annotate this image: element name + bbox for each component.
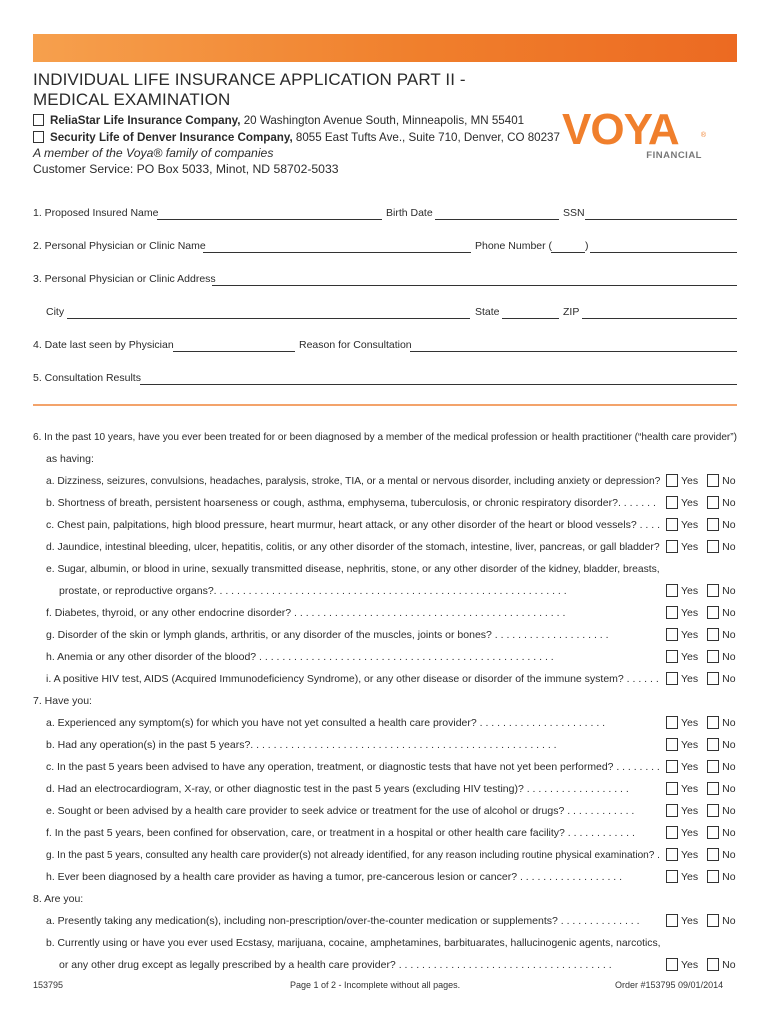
q4-label: 4. Date last seen by Physician [33, 339, 174, 351]
birth-date-input[interactable] [435, 219, 559, 220]
q7c-answer [666, 760, 745, 774]
q7c-yes-checkbox[interactable] [666, 760, 678, 773]
no-label: No [722, 541, 736, 553]
q7a-answer [666, 716, 745, 730]
yes-label: Yes [681, 739, 699, 751]
yes-label: Yes [681, 783, 699, 795]
q6e-text-cont: prostate, or reproductive organs?. . . . . . . . . . . . . . . . . . . . . . . . . . . . . . . . . . . . . . . . . . . . . . . . . . . . . . . . . . . . . [59, 585, 567, 597]
title-line-1: INDIVIDUAL LIFE INSURANCE APPLICATION PART II - [33, 70, 466, 89]
q7g-answer [666, 848, 745, 862]
q6i-text: i. A positive HIV test, AIDS (Acquired Immunodeficiency Syndrome), or any other disease or disorder of the immune system? . . . . . . [46, 673, 659, 685]
city-input[interactable] [67, 318, 470, 319]
q8a-text: a. Presently taking any medication(s), including non-prescription/over-the-counter medication or supplements? . . . . . . . . . . . . . . [46, 915, 640, 927]
q7c-text: c. In the past 5 years been advised to have any operation, treatment, or diagnostic tests that have not yet been performed? . . . . . . . . [46, 761, 660, 773]
no-label: No [722, 651, 736, 663]
q7a-text: a. Experienced any symptom(s) for which you have not yet consulted a health care provider? . . . . . . . . . . . . . . . . . . . . . . [46, 717, 606, 729]
no-label: No [722, 871, 736, 883]
no-label: No [722, 585, 736, 597]
state-input[interactable] [502, 318, 559, 319]
yes-label: Yes [681, 585, 699, 597]
no-label: No [722, 475, 736, 487]
q7d-no-checkbox[interactable] [707, 782, 719, 795]
insured-name-input[interactable] [157, 219, 382, 220]
no-label: No [722, 783, 736, 795]
logo-registered-mark: ® [700, 132, 706, 139]
physician-name-input[interactable] [203, 252, 471, 253]
q6e-text: e. Sugar, albumin, or blood in urine, sexually transmitted disease, nephritis, stone, or any other disorder of the kidney, bladder, breasts, [46, 563, 660, 575]
q8b-yes-checkbox[interactable] [666, 958, 678, 971]
zip-label: ZIP [563, 306, 580, 318]
q6f-yes-checkbox[interactable] [666, 606, 678, 619]
yes-label: Yes [681, 673, 699, 685]
zip-input[interactable] [582, 318, 737, 319]
yes-label: Yes [681, 497, 699, 509]
q7h-yes-checkbox[interactable] [666, 870, 678, 883]
q6f-text: f. Diabetes, thyroid, or any other endocrine disorder? . . . . . . . . . . . . . . . . . . . . . . . . . . . . . . . . . . . . . . . . . . . . . . . [46, 607, 566, 619]
q8b-text-cont: or any other drug except as legally prescribed by a health care provider? . . . . . . . . . . . . . . . . . . . . . . . . . . . . . . . . . . . . . [59, 959, 612, 971]
form-number: 153795 [33, 980, 64, 990]
q3-label: 3. Personal Physician or Clinic Address [33, 273, 216, 285]
q7g-yes-checkbox[interactable] [666, 848, 678, 861]
yes-label: Yes [681, 651, 699, 663]
no-label: No [722, 717, 736, 729]
no-label: No [722, 673, 736, 685]
q6h-answer [666, 650, 745, 664]
yes-label: Yes [681, 607, 699, 619]
state-label: State [475, 306, 500, 318]
q7f-answer [666, 826, 745, 840]
phone-area-code-input[interactable] [551, 252, 585, 253]
q7a-yes-checkbox[interactable] [666, 716, 678, 729]
company2-name: Security Life of Denver Insurance Company, [50, 131, 293, 144]
q6e-answer [666, 584, 745, 598]
q6g-text: g. Disorder of the skin or lymph glands, arthritis, or any disorder of the muscles, joints or bones? . . . . . . . . . . . . . . . . . . . . [46, 629, 609, 641]
physician-address-input[interactable] [212, 285, 737, 286]
logo-wordmark: VOYA [562, 105, 679, 154]
customer-service: Customer Service: PO Box 5033, Minot, ND 58702-5033 [33, 162, 339, 176]
security-life-checkbox[interactable] [33, 131, 44, 143]
page-info: Page 1 of 2 - Incomplete without all pages. [290, 980, 461, 990]
q7g-text: g. In the past 5 years, consulted any health care provider(s) not already identified, for any reason including routine physical examination? . [46, 849, 660, 861]
q6b-no-checkbox[interactable] [707, 496, 719, 509]
yes-label: Yes [681, 805, 699, 817]
q7f-no-checkbox[interactable] [707, 826, 719, 839]
q6a-text: a. Dizziness, seizures, convulsions, headaches, paralysis, stroke, TIA, or a mental or nervous disorder, including anxiety or depression? [46, 475, 661, 487]
q7-heading: 7. Have you: [33, 695, 92, 707]
q7e-no-checkbox[interactable] [707, 804, 719, 817]
q7g-no-checkbox[interactable] [707, 848, 719, 861]
q6c-answer [666, 518, 745, 532]
q6-heading: 6. In the past 10 years, have you ever been treated for or been diagnosed by a member of the medical profession or health practitioner (“health care provider”) [33, 431, 737, 443]
no-label: No [722, 629, 736, 641]
company1-name: ReliaStar Life Insurance Company, [50, 114, 241, 127]
yes-label: Yes [681, 519, 699, 531]
no-label: No [722, 497, 736, 509]
birth-date-label: Birth Date [386, 207, 433, 219]
q6c-yes-checkbox[interactable] [666, 518, 678, 531]
q6d-text: d. Jaundice, intestinal bleeding, ulcer, hepatitis, colitis, or any other disorder of the stomach, intestine, liver, pancreas, or gall bladder? [46, 541, 660, 553]
q6d-yes-checkbox[interactable] [666, 540, 678, 553]
yes-label: Yes [681, 717, 699, 729]
q7b-yes-checkbox[interactable] [666, 738, 678, 751]
q6-heading-cont: as having: [46, 453, 94, 465]
no-label: No [722, 519, 736, 531]
q7a-no-checkbox[interactable] [707, 716, 719, 729]
yes-label: Yes [681, 761, 699, 773]
logo-subtitle: FINANCIAL [646, 150, 702, 161]
q7c-no-checkbox[interactable] [707, 760, 719, 773]
q6e-no-checkbox[interactable] [707, 584, 719, 597]
q1-label: 1. Proposed Insured Name [33, 207, 159, 219]
voya-logo [562, 105, 712, 164]
q8b-text: b. Currently using or have you ever used Ecstasy, marijuana, cocaine, amphetamines, barbituarates, hallucinogenic agents, narcotics, [46, 937, 661, 949]
q7h-text: h. Ever been diagnosed by a health care provider as having a tumor, pre-cancerous lesion or cancer? . . . . . . . . . . . . . . . . . . [46, 871, 623, 883]
q6g-answer [666, 628, 745, 642]
q8a-answer [666, 914, 745, 928]
reason-input[interactable] [410, 351, 737, 352]
header-banner [33, 34, 737, 62]
company-option-security-life [33, 130, 560, 145]
q5-label: 5. Consultation Results [33, 372, 141, 384]
phone-label: Phone Number ( [475, 240, 553, 252]
company2-address: 8055 East Tufts Ave., Suite 710, Denver, CO 80237 [292, 131, 560, 144]
q8-heading: 8. Are you: [33, 893, 84, 905]
q6h-yes-checkbox[interactable] [666, 650, 678, 663]
q8a-no-checkbox[interactable] [707, 914, 719, 927]
section-divider [33, 404, 737, 406]
q7d-yes-checkbox[interactable] [666, 782, 678, 795]
yes-label: Yes [681, 915, 699, 927]
q6b-answer [666, 496, 745, 510]
yes-label: Yes [681, 827, 699, 839]
q6g-no-checkbox[interactable] [707, 628, 719, 641]
q6h-text: h. Anemia or any other disorder of the blood? . . . . . . . . . . . . . . . . . . . . . . . . . . . . . . . . . . . . . . . . . . . . . . . . . . . [46, 651, 554, 663]
consultation-results-input[interactable] [140, 384, 737, 385]
phone-close-paren: ) [585, 240, 589, 252]
q6h-no-checkbox[interactable] [707, 650, 719, 663]
q6g-yes-checkbox[interactable] [666, 628, 678, 641]
q6f-answer [666, 606, 745, 620]
q7e-answer [666, 804, 745, 818]
date-last-seen-input[interactable] [173, 351, 295, 352]
q6d-answer [666, 540, 745, 554]
q7b-text: b. Had any operation(s) in the past 5 years?. . . . . . . . . . . . . . . . . . . . . . . . . . . . . . . . . . . . . . . . . . . . . . . . . . . . . [46, 739, 557, 751]
title-line-2: MEDICAL EXAMINATION [33, 90, 231, 109]
q7e-text: e. Sought or been advised by a health care provider to seek advice or treatment for the use of alcohol or drugs? . . . . . . . . . . . . [46, 805, 635, 817]
yes-label: Yes [681, 959, 699, 971]
q7e-yes-checkbox[interactable] [666, 804, 678, 817]
yes-label: Yes [681, 475, 699, 487]
yes-label: Yes [681, 849, 699, 861]
q2-label: 2. Personal Physician or Clinic Name [33, 240, 206, 252]
no-label: No [722, 607, 736, 619]
yes-label: Yes [681, 871, 699, 883]
order-number: Order #153795 09/01/2014 [615, 980, 724, 990]
q6b-yes-checkbox[interactable] [666, 496, 678, 509]
yes-label: Yes [681, 629, 699, 641]
q6i-no-checkbox[interactable] [707, 672, 719, 685]
no-label: No [722, 915, 736, 927]
q6i-yes-checkbox[interactable] [666, 672, 678, 685]
q6c-text: c. Chest pain, palpitations, high blood pressure, heart murmur, heart attack, or any other disorder of the heart or blood vessels? . . . . [46, 519, 660, 531]
reason-label: Reason for Consultation [299, 339, 412, 351]
q7f-yes-checkbox[interactable] [666, 826, 678, 839]
ssn-label: SSN [563, 207, 585, 219]
q6a-yes-checkbox[interactable] [666, 474, 678, 487]
phone-number-input[interactable] [590, 252, 737, 253]
company1-address: 20 Washington Avenue South, Minneapolis, MN 55401 [240, 114, 525, 127]
reliastar-checkbox[interactable] [33, 114, 44, 126]
q6i-answer [666, 672, 745, 686]
no-label: No [722, 761, 736, 773]
q6b-text: b. Shortness of breath, persistent hoarseness or cough, asthma, emphysema, tuberculosis, or chronic respiratory disorder?. . . . . . . [46, 497, 656, 509]
q7h-no-checkbox[interactable] [707, 870, 719, 883]
page-title [33, 70, 466, 110]
q6e-yes-checkbox[interactable] [666, 584, 678, 597]
no-label: No [722, 739, 736, 751]
no-label: No [722, 827, 736, 839]
q7h-answer [666, 870, 745, 884]
city-label: City [46, 306, 65, 318]
q7d-answer [666, 782, 745, 796]
q6c-no-checkbox[interactable] [707, 518, 719, 531]
ssn-input[interactable] [585, 219, 737, 220]
q8b-no-checkbox[interactable] [707, 958, 719, 971]
q7b-answer [666, 738, 745, 752]
tagline: A member of the Voya® family of companies [33, 146, 274, 160]
q6a-no-checkbox[interactable] [707, 474, 719, 487]
q7d-text: d. Had an electrocardiogram, X-ray, or other diagnostic test in the past 5 years (excluding HIV testing)? . . . . . . . . . . . . . . . . . . [46, 783, 629, 795]
q6a-answer [666, 474, 745, 488]
q6f-no-checkbox[interactable] [707, 606, 719, 619]
no-label: No [722, 959, 736, 971]
yes-label: Yes [681, 541, 699, 553]
q6d-no-checkbox[interactable] [707, 540, 719, 553]
company-option-reliastar [33, 113, 524, 128]
no-label: No [722, 805, 736, 817]
no-label: No [722, 849, 736, 861]
q7b-no-checkbox[interactable] [707, 738, 719, 751]
q8b-answer [666, 958, 745, 972]
q7f-text: f. In the past 5 years, been confined for observation, care, or treatment in a hospital or other health care facility? . . . . . . . . . . . . [46, 827, 635, 839]
q8a-yes-checkbox[interactable] [666, 914, 678, 927]
